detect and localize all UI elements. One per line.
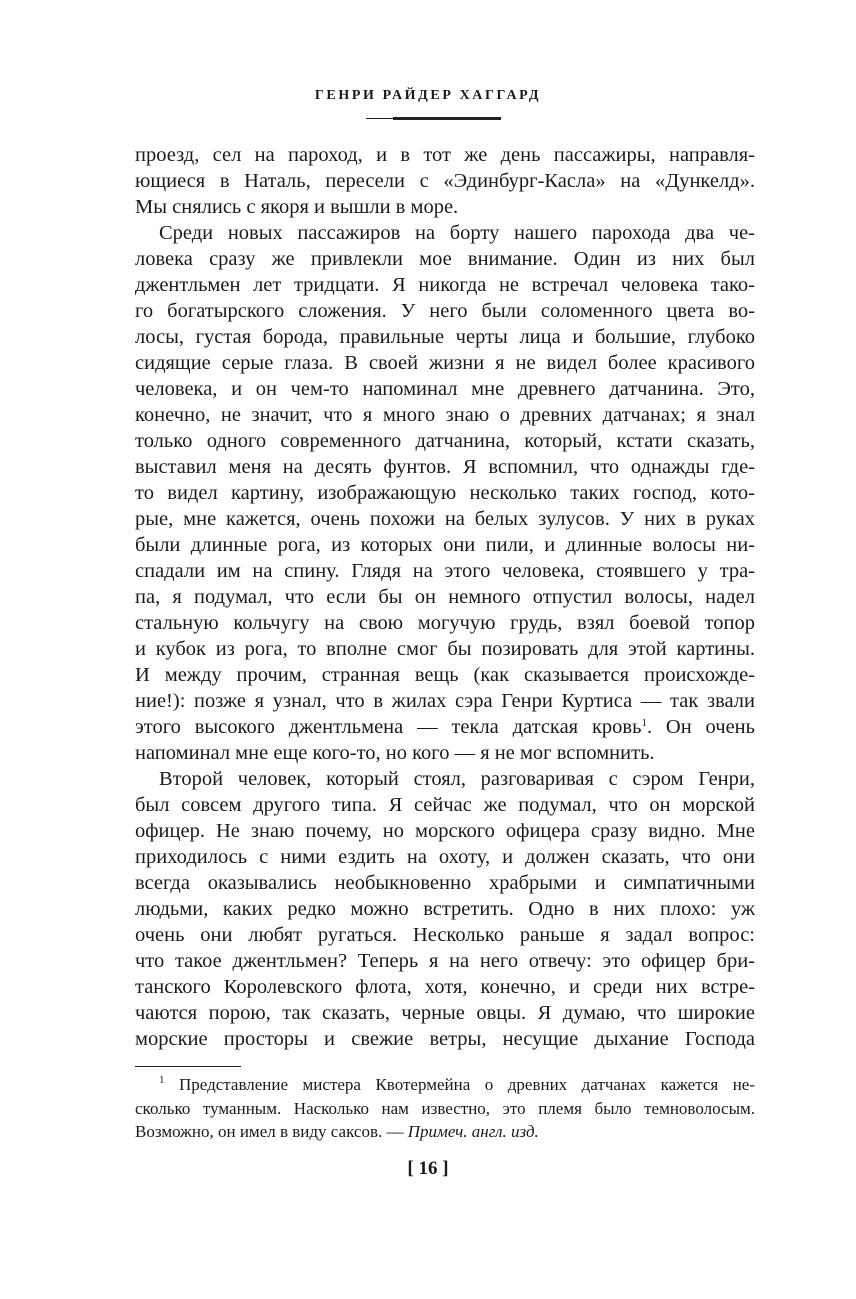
text-line: напоминал мне еще кого-то, но кого — я не мог вспомнить. [135,742,655,764]
footnote-line [135,1120,755,1144]
text-line: Среди новых пассажиров на борту нашего парохода два че- [159,222,755,244]
text-line: всегда оказывались необыкновенно храбрыми и симпатичными [135,872,755,894]
text-line: джентльмен лет тридцати. Я никогда не встречал человека тако- [135,274,755,296]
text-line: Второй человек, который стоял, разговаривая с сэром Генри, [159,768,755,790]
text-line: танского Королевского флота, хотя, конечно, и среди них встре- [135,976,755,998]
text-line: го богатырского сложения. У него были соломенного цвета во- [135,300,755,322]
text-line: ние!): позже я узнал, что в жилах сэра Генри Куртиса — так звали [135,690,755,712]
footnote-text: Возможно, он имел в виду саксов. — [135,1122,408,1141]
text-line: и кубок из рога, то вполне смог бы позировать для этой картины. [135,638,755,660]
text-line [135,714,755,740]
running-header: ГЕНРИ РАЙДЕР ХАГГАРД [314,88,542,103]
text-line: что такое джентльмен? Теперь я на него отвечу: это офицер бри- [135,950,755,972]
text-line: И между прочим, странная вещь (как сказывается происхожде- [135,664,755,686]
footnote-reference: 1 [641,717,647,729]
footnote-marker: 1 [159,1074,165,1086]
header-rule-ornament [393,117,501,120]
text-line: спадали им на спину. Глядя на этого человека, стоявшего у тра- [135,560,755,582]
page-number: [ 16 ] [407,1158,449,1179]
text-line: то видел картину, изображающую несколько таких господ, кото- [135,482,755,504]
footnote-text: Представление мистера Квотермейна о древних датчанах кажется не- [179,1075,756,1094]
text-segment: этого высокого джентльмена — текла датская кровь [135,716,642,738]
text-line: ющиеся в Наталь, пересели с «Эдинбург-Касла» на «Дункелд». [135,170,755,192]
footnote-line: сколько туманным. Насколько нам известно, это племя было темноволосым. [135,1098,755,1118]
text-line: приходилось с ними ездить на охоту, и должен сказать, что они [135,846,755,868]
text-line: конечно, не значит, что я много знаю о древних датчанах; я знал [135,404,755,426]
text-line: ловека сразу же привлекли мое внимание. Один из них был [135,248,755,270]
footnote-line [135,1073,755,1097]
text-line: только одного современного датчанина, который, кстати сказать, [135,430,755,452]
text-line: выставил меня на десять фунтов. Я вспомнил, что однажды где- [135,456,755,478]
text-line: морские просторы и свежие ветры, несущие дыхание Господа [135,1028,755,1050]
text-line: па, я подумал, что если бы он немного отпустил волосы, надел [135,586,755,608]
text-line: был совсем другого типа. Я сейчас же подумал, что он морской [135,794,755,816]
text-line: рые, мне кажется, очень похожи на белых зулусов. У них в руках [135,508,755,530]
body-text [135,142,755,1052]
footnote-separator [135,1066,241,1067]
footnote [135,1073,755,1144]
footnote-attribution: Примеч. англ. изд. [407,1122,539,1141]
text-line: Мы снялись с якоря и вышли в море. [135,196,459,218]
text-line: чаются порою, так сказать, черные овцы. Я думаю, что широкие [135,1002,755,1024]
text-line: офицер. Не знаю почему, но морского офицера сразу видно. Мне [135,820,755,842]
text-line: лосы, густая борода, правильные черты лица и большие, глубоко [135,326,755,348]
text-line: очень они любят ругаться. Несколько раньше я задал вопрос: [135,924,755,946]
text-line: людьми, каких редко можно встретить. Одно в них плохо: уж [135,898,755,920]
text-line: проезд, сел на пароход, и в тот же день пассажиры, направля- [135,144,755,166]
text-segment: . Он очень [646,716,755,738]
text-line: сидящие серые глаза. В своей жизни я не видел более красивого [135,352,755,374]
text-line: стальную кольчугу на свою могучую грудь, взял боевой топор [135,612,755,634]
text-line: человека, и он чем-то напоминал мне древнего датчанина. Это, [135,378,755,400]
text-line: были длинные рога, из которых они пили, и длинные волосы ни- [135,534,755,556]
